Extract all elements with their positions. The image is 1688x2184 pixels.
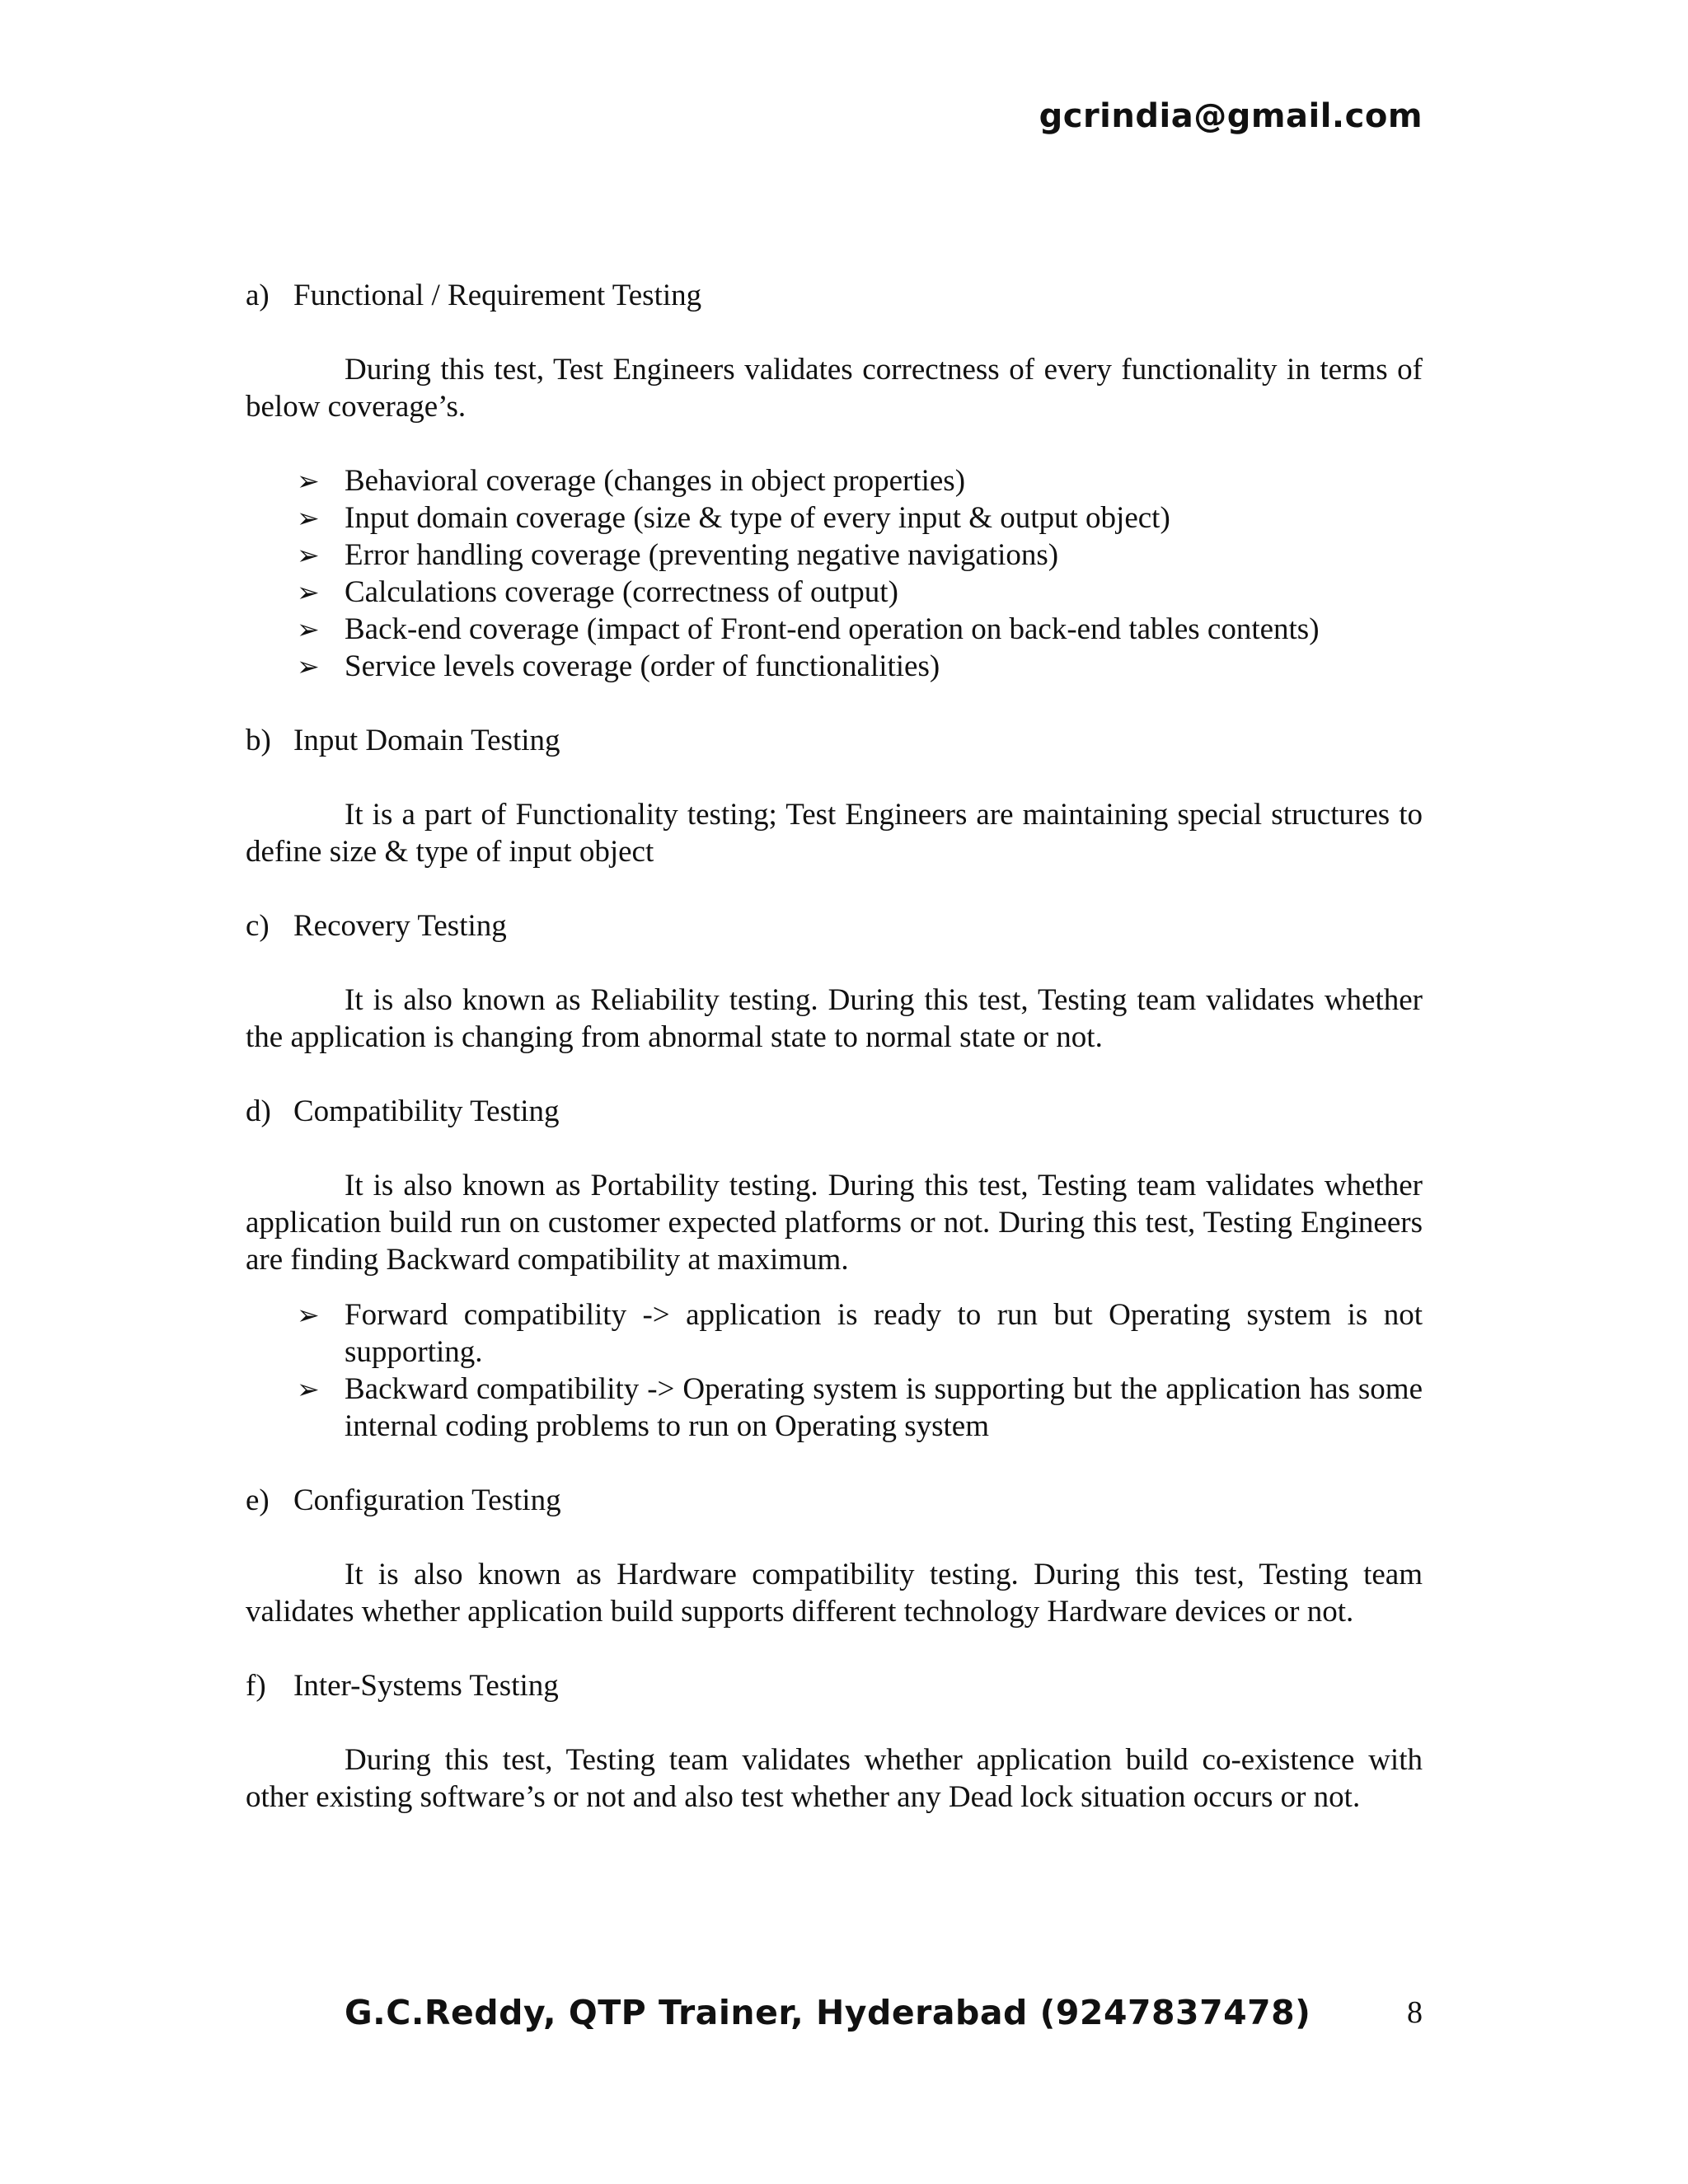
list-item: ➢ Backward compatibility -> Operating system is supporting but the application has some internal coding problems to run on Operating system	[297, 1372, 1423, 1443]
list-item: ➢ Forward compatibility -> application is ready to run but Operating system is not supporting.	[297, 1298, 1423, 1369]
arrow-bullet-icon: ➢	[297, 613, 320, 645]
section-heading	[246, 1093, 1423, 1130]
section-marker: e)	[246, 1483, 270, 1517]
header-email: gcrindia@gmail.com	[1039, 97, 1423, 135]
list-item: ➢ Calculations coverage (correctness of output)	[297, 575, 898, 609]
section-marker: b)	[246, 724, 271, 757]
section-heading	[246, 722, 1423, 759]
section-recovery-testing	[246, 907, 1423, 1056]
list-item: ➢ Error handling coverage (preventing negative navigations)	[297, 538, 1059, 572]
section-paragraph: It is a part of Functionality testing; Test Engineers are maintaining special structures to define size & type of input object	[246, 798, 1423, 869]
section-functional-testing	[246, 277, 1423, 685]
document-body	[246, 277, 1423, 1816]
section-title: Recovery Testing	[293, 909, 507, 943]
compatibility-list	[246, 1296, 1423, 1445]
section-marker: d)	[246, 1094, 271, 1128]
section-heading	[246, 1482, 1423, 1519]
arrow-bullet-icon: ➢	[297, 502, 320, 534]
arrow-bullet-icon: ➢	[297, 576, 320, 608]
section-paragraph: It is also known as Portability testing. During this test, Testing team validates whether application build run on customer expected platforms or not. During this test, Testing Engineers are finding Backward compatibility at maximum.	[246, 1169, 1423, 1277]
section-paragraph: It is also known as Hardware compatibility testing. During this test, Testing team validates whether application build supports different technology Hardware devices or not.	[246, 1558, 1423, 1629]
section-paragraph: During this test, Testing team validates whether application build co-existence with other existing software’s or not and also test whether any Dead lock situation occurs or not.	[246, 1743, 1423, 1814]
list-item: ➢ Back-end coverage (impact of Front-end operation on back-end tables contents)	[297, 612, 1320, 646]
arrow-bullet-icon: ➢	[297, 650, 320, 682]
section-input-domain-testing	[246, 722, 1423, 870]
arrow-bullet-icon: ➢	[297, 539, 320, 571]
list-item: ➢ Service levels coverage (order of functionalities)	[297, 649, 940, 683]
arrow-bullet-icon: ➢	[297, 1373, 320, 1405]
footer-author: G.C.Reddy, QTP Trainer, Hyderabad (9247837478)	[345, 1993, 1311, 2032]
section-marker: a)	[246, 279, 270, 312]
page-number: 8	[1407, 1995, 1423, 2030]
section-title: Configuration Testing	[293, 1483, 561, 1517]
arrow-bullet-icon: ➢	[297, 465, 320, 497]
arrow-bullet-icon: ➢	[297, 1299, 320, 1331]
coverage-list	[246, 462, 1423, 685]
list-item: ➢ Behavioral coverage (changes in object properties)	[297, 464, 966, 498]
section-title: Inter-Systems Testing	[293, 1669, 559, 1703]
section-paragraph: During this test, Test Engineers validates correctness of every functionality in terms of below coverage’s.	[246, 353, 1423, 424]
section-paragraph: It is also known as Reliability testing. During this test, Testing team validates whether the application is changing from abnormal state to normal state or not.	[246, 983, 1423, 1054]
list-item: ➢ Input domain coverage (size & type of every input & output object)	[297, 501, 1170, 535]
section-title: Functional / Requirement Testing	[293, 279, 702, 312]
section-title: Compatibility Testing	[293, 1094, 560, 1128]
section-marker: f)	[246, 1669, 266, 1703]
section-heading	[246, 1667, 1423, 1704]
section-inter-systems-testing	[246, 1667, 1423, 1816]
section-heading	[246, 907, 1423, 944]
section-title: Input Domain Testing	[293, 724, 560, 757]
section-configuration-testing	[246, 1482, 1423, 1630]
section-heading	[246, 277, 1423, 314]
section-compatibility-testing	[246, 1093, 1423, 1445]
section-marker: c)	[246, 909, 270, 943]
